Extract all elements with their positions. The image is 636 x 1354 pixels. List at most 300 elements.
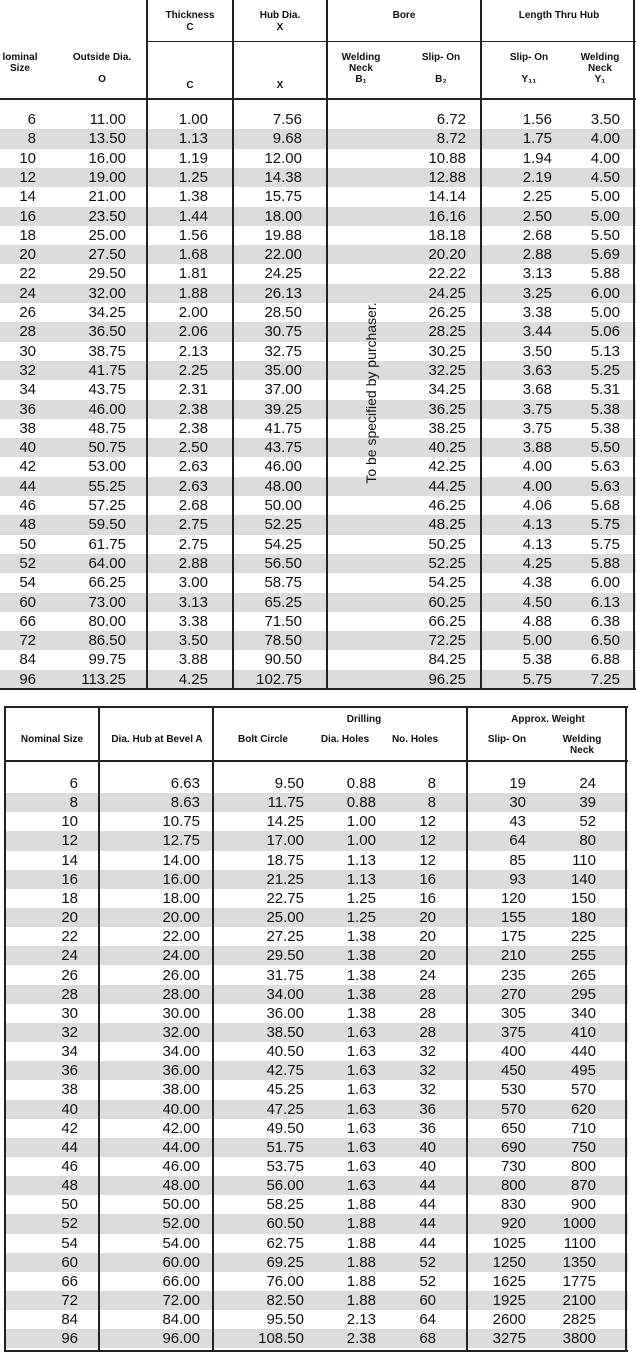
cell-ys: 4.13 bbox=[522, 516, 552, 534]
table-row bbox=[0, 438, 636, 457]
cell-size: 6 bbox=[27, 111, 36, 128]
cell-ws: 270 bbox=[500, 985, 526, 1003]
cell-ww: 80 bbox=[579, 832, 596, 850]
cell-x: 30.75 bbox=[264, 323, 302, 341]
cell-size: 52 bbox=[61, 1215, 78, 1233]
cell-size: 38 bbox=[19, 419, 36, 437]
cell-size: 18 bbox=[19, 226, 36, 244]
cell-ys: 3.63 bbox=[522, 361, 552, 379]
cell-ww: 52 bbox=[579, 813, 596, 831]
cell-yw: 5.88 bbox=[590, 265, 620, 283]
cell-size: 14 bbox=[19, 188, 36, 206]
cell-size: 54 bbox=[61, 1234, 78, 1252]
cell-ys: 3.75 bbox=[522, 419, 552, 437]
cell-a: 42.00 bbox=[162, 1119, 200, 1137]
cell-dh: 1.38 bbox=[346, 947, 376, 965]
cell-size: 24 bbox=[61, 947, 78, 965]
cell-yw: 5.50 bbox=[590, 226, 620, 244]
cell-ww: 340 bbox=[570, 1004, 596, 1022]
cell-b2: 54.25 bbox=[428, 574, 466, 592]
header-weight-slip-on: Slip- On bbox=[487, 734, 527, 745]
cell-dh: 1.00 bbox=[346, 832, 376, 850]
cell-od: 21.00 bbox=[88, 188, 126, 206]
cell-x: 24.25 bbox=[264, 265, 302, 283]
cell-ww: 1000 bbox=[562, 1215, 596, 1233]
table-row bbox=[0, 612, 636, 631]
cell-nh: 52 bbox=[419, 1272, 436, 1290]
cell-x: 35.00 bbox=[264, 361, 302, 379]
cell-yw: 5.69 bbox=[590, 246, 620, 264]
cell-od: 86.50 bbox=[88, 632, 126, 650]
cell-od: 11.00 bbox=[89, 111, 126, 128]
header-hub-dia-symbol-top: X bbox=[276, 22, 284, 33]
cell-ww: 39 bbox=[579, 794, 596, 812]
cell-dh: 1.63 bbox=[346, 1100, 376, 1118]
cell-a: 54.00 bbox=[162, 1234, 200, 1252]
cell-dh: 1.63 bbox=[346, 1158, 376, 1175]
cell-ww: 495 bbox=[570, 1062, 596, 1080]
table-row bbox=[0, 477, 636, 496]
cell-bc: 62.75 bbox=[266, 1234, 304, 1252]
cell-c: 1.13 bbox=[178, 130, 208, 148]
cell-b2: 6.72 bbox=[436, 111, 466, 128]
cell-od: 55.25 bbox=[88, 477, 126, 495]
cell-x: 15.75 bbox=[264, 188, 302, 206]
cell-nh: 40 bbox=[419, 1158, 436, 1175]
cell-bc: 49.50 bbox=[266, 1119, 304, 1137]
header-bore-slip-on-symbol: B₂ bbox=[435, 74, 447, 85]
cell-x: 18.00 bbox=[264, 207, 302, 225]
cell-od: 43.75 bbox=[88, 381, 126, 399]
cell-x: 102.75 bbox=[256, 670, 302, 688]
cell-ww: 24 bbox=[579, 775, 596, 792]
cell-c: 1.88 bbox=[178, 284, 208, 302]
cell-size: 22 bbox=[19, 265, 36, 283]
cell-yw: 5.38 bbox=[590, 400, 620, 418]
cell-size: 32 bbox=[19, 361, 36, 379]
cell-dh: 1.88 bbox=[346, 1215, 376, 1233]
cell-c: 2.50 bbox=[178, 439, 208, 457]
cell-bc: 60.50 bbox=[266, 1215, 304, 1233]
cell-b2: 52.25 bbox=[428, 554, 466, 572]
cell-bc: 34.00 bbox=[266, 985, 304, 1003]
cell-nh: 32 bbox=[419, 1062, 436, 1080]
cell-ws: 30 bbox=[509, 794, 526, 812]
cell-a: 6.63 bbox=[170, 775, 200, 792]
cell-x: 71.50 bbox=[264, 612, 302, 630]
header-outside-dia-symbol: O bbox=[98, 74, 106, 85]
cell-b2: 30.25 bbox=[428, 342, 466, 360]
cell-bc: 53.75 bbox=[266, 1158, 304, 1175]
cell-nh: 28 bbox=[419, 985, 436, 1003]
cell-a: 60.00 bbox=[162, 1253, 200, 1271]
cell-a: 16.00 bbox=[162, 870, 200, 888]
cell-a: 84.00 bbox=[162, 1311, 200, 1329]
cell-od: 23.50 bbox=[88, 207, 126, 225]
cell-ww: 870 bbox=[570, 1177, 596, 1195]
cell-ws: 175 bbox=[500, 928, 526, 946]
cell-b2: 38.25 bbox=[428, 419, 466, 437]
cell-od: 57.25 bbox=[88, 497, 126, 514]
cell-bc: 18.75 bbox=[266, 851, 304, 869]
cell-c: 3.88 bbox=[178, 651, 208, 669]
cell-size: 18 bbox=[61, 889, 78, 907]
cell-od: 48.75 bbox=[88, 419, 126, 437]
cell-size: 14 bbox=[61, 851, 78, 869]
cell-ys: 4.00 bbox=[522, 458, 552, 476]
cell-nh: 28 bbox=[419, 1023, 436, 1041]
header-no-holes: No. Holes bbox=[391, 734, 439, 745]
cell-bc: 58.25 bbox=[266, 1196, 304, 1214]
table-row bbox=[0, 554, 636, 573]
cell-ws: 1025 bbox=[492, 1234, 526, 1252]
cell-ws: 93 bbox=[509, 870, 526, 888]
cell-ys: 3.38 bbox=[522, 304, 552, 321]
cell-ys: 3.44 bbox=[522, 323, 552, 341]
cell-a: 52.00 bbox=[162, 1215, 200, 1233]
cell-ww: 710 bbox=[570, 1119, 596, 1137]
cell-x: 56.50 bbox=[264, 554, 302, 572]
cell-ww: 440 bbox=[570, 1043, 596, 1061]
cell-od: 16.00 bbox=[88, 149, 126, 167]
cell-size: 30 bbox=[19, 342, 36, 360]
cell-ww: 255 bbox=[570, 947, 596, 965]
col-divider bbox=[146, 0, 148, 690]
cell-size: 28 bbox=[19, 323, 36, 341]
cell-bc: 14.25 bbox=[266, 813, 304, 831]
cell-bc: 21.25 bbox=[266, 870, 304, 888]
cell-nh: 12 bbox=[419, 832, 436, 850]
cell-ws: 2600 bbox=[492, 1311, 526, 1329]
cell-ys: 4.50 bbox=[522, 593, 552, 611]
cell-c: 2.06 bbox=[178, 323, 208, 341]
table-row bbox=[0, 226, 636, 245]
cell-dh: 1.38 bbox=[346, 928, 376, 946]
cell-bc: 38.50 bbox=[266, 1023, 304, 1041]
cell-nh: 36 bbox=[419, 1119, 436, 1137]
cell-od: 32.00 bbox=[88, 284, 126, 302]
cell-c: 2.00 bbox=[178, 304, 208, 321]
cell-c: 1.81 bbox=[178, 265, 208, 283]
cell-size: 20 bbox=[61, 909, 78, 927]
header-weight-welding-neck: Welding Neck bbox=[562, 734, 602, 756]
table-row bbox=[0, 245, 636, 264]
cell-ww: 3800 bbox=[562, 1330, 596, 1348]
cell-x: 28.50 bbox=[264, 304, 302, 321]
cell-nh: 68 bbox=[419, 1330, 436, 1348]
cell-size: 10 bbox=[19, 149, 36, 167]
cell-dh: 1.88 bbox=[346, 1292, 376, 1310]
cell-yw: 6.00 bbox=[590, 284, 620, 302]
cell-ws: 450 bbox=[500, 1062, 526, 1080]
cell-od: 59.50 bbox=[88, 516, 126, 534]
cell-dh: 1.63 bbox=[346, 1138, 376, 1156]
header-bore: Bore bbox=[392, 10, 416, 21]
cell-x: 9.68 bbox=[272, 130, 302, 148]
cell-a: 20.00 bbox=[162, 909, 200, 927]
cell-od: 34.25 bbox=[88, 304, 126, 321]
cell-c: 2.31 bbox=[178, 381, 208, 399]
cell-dh: 1.25 bbox=[346, 909, 376, 927]
cell-ys: 3.68 bbox=[522, 381, 552, 399]
cell-bc: 22.75 bbox=[266, 889, 304, 907]
cell-a: 28.00 bbox=[162, 985, 200, 1003]
cell-ys: 2.25 bbox=[522, 188, 552, 206]
header-approx-weight: Approx. Weight bbox=[511, 714, 585, 725]
table1-bottom-border bbox=[0, 688, 636, 690]
cell-x: 58.75 bbox=[264, 574, 302, 592]
cell-dh: 1.38 bbox=[346, 1004, 376, 1022]
cell-ws: 1250 bbox=[492, 1253, 526, 1271]
table-row bbox=[0, 110, 636, 129]
cell-yw: 6.00 bbox=[590, 574, 620, 592]
cell-size: 60 bbox=[19, 593, 36, 611]
cell-dh: 2.38 bbox=[346, 1330, 376, 1348]
cell-yw: 7.25 bbox=[590, 670, 620, 688]
cell-nh: 44 bbox=[419, 1234, 436, 1252]
cell-x: 7.56 bbox=[272, 111, 302, 128]
flange-drilling-weight-table bbox=[4, 706, 628, 1354]
cell-yw: 5.63 bbox=[590, 458, 620, 476]
cell-bc: 51.75 bbox=[266, 1138, 304, 1156]
cell-bc: 108.50 bbox=[258, 1330, 304, 1348]
cell-od: 50.75 bbox=[88, 439, 126, 457]
cell-ww: 265 bbox=[570, 966, 596, 984]
cell-size: 32 bbox=[61, 1023, 78, 1041]
cell-yw: 5.63 bbox=[590, 477, 620, 495]
cell-size: 42 bbox=[19, 458, 36, 476]
cell-ys: 4.00 bbox=[522, 477, 552, 495]
cell-c: 2.75 bbox=[178, 535, 208, 553]
cell-ww: 150 bbox=[570, 889, 596, 907]
cell-size: 48 bbox=[19, 516, 36, 534]
header-length-welding-neck-symbol: Y₁ bbox=[594, 74, 606, 85]
cell-a: 12.75 bbox=[162, 832, 200, 850]
cell-size: 10 bbox=[61, 813, 78, 831]
cell-bc: 31.75 bbox=[266, 966, 304, 984]
cell-b2: 32.25 bbox=[428, 361, 466, 379]
cell-a: 24.00 bbox=[162, 947, 200, 965]
col-divider bbox=[98, 706, 100, 1352]
cell-od: 99.75 bbox=[88, 651, 126, 669]
cell-ws: 210 bbox=[500, 947, 526, 965]
cell-size: 8 bbox=[69, 794, 78, 812]
cell-size: 34 bbox=[19, 381, 36, 399]
cell-bc: 27.25 bbox=[266, 928, 304, 946]
header-bore-slip-on: Slip- On bbox=[421, 52, 461, 63]
cell-size: 12 bbox=[61, 832, 78, 850]
cell-size: 46 bbox=[19, 497, 36, 514]
cell-ws: 155 bbox=[500, 909, 526, 927]
cell-ys: 2.68 bbox=[522, 226, 552, 244]
cell-yw: 4.00 bbox=[590, 130, 620, 148]
cell-size: 50 bbox=[61, 1196, 78, 1214]
cell-a: 50.00 bbox=[162, 1196, 200, 1214]
cell-c: 2.38 bbox=[178, 400, 208, 418]
cell-c: 1.25 bbox=[178, 168, 208, 186]
cell-ws: 120 bbox=[500, 889, 526, 907]
col-divider bbox=[212, 706, 214, 1352]
cell-bc: 47.25 bbox=[266, 1100, 304, 1118]
cell-x: 37.00 bbox=[264, 381, 302, 399]
cell-nh: 20 bbox=[419, 909, 436, 927]
table2-right-border bbox=[625, 706, 627, 1352]
cell-size: 12 bbox=[19, 168, 36, 186]
cell-ws: 800 bbox=[500, 1177, 526, 1195]
cell-yw: 5.00 bbox=[590, 304, 620, 321]
cell-b2: 60.25 bbox=[428, 593, 466, 611]
cell-size: 42 bbox=[61, 1119, 78, 1137]
cell-c: 1.00 bbox=[178, 111, 208, 128]
table-row bbox=[0, 149, 636, 168]
cell-ww: 180 bbox=[570, 909, 596, 927]
cell-size: 22 bbox=[61, 928, 78, 946]
cell-c: 3.50 bbox=[178, 632, 208, 650]
cell-x: 65.25 bbox=[264, 593, 302, 611]
table-row bbox=[0, 457, 636, 476]
cell-x: 41.75 bbox=[264, 419, 302, 437]
cell-ws: 400 bbox=[500, 1043, 526, 1061]
cell-od: 113.25 bbox=[81, 670, 126, 688]
cell-ys: 4.13 bbox=[522, 535, 552, 553]
cell-od: 73.00 bbox=[88, 593, 126, 611]
cell-c: 3.38 bbox=[178, 612, 208, 630]
cell-a: 72.00 bbox=[162, 1292, 200, 1310]
cell-ys: 4.38 bbox=[522, 574, 552, 592]
cell-ys: 3.88 bbox=[522, 439, 552, 457]
cell-b2: 34.25 bbox=[428, 381, 466, 399]
cell-ww: 1100 bbox=[563, 1234, 596, 1252]
header-length-thru-hub: Length Thru Hub bbox=[518, 10, 600, 21]
cell-yw: 5.25 bbox=[590, 361, 620, 379]
cell-yw: 5.75 bbox=[590, 516, 620, 534]
cell-c: 2.13 bbox=[178, 342, 208, 360]
cell-x: 43.75 bbox=[264, 439, 302, 457]
cell-ws: 85 bbox=[509, 851, 526, 869]
cell-b2: 44.25 bbox=[428, 477, 466, 495]
cell-ys: 5.38 bbox=[522, 651, 552, 669]
cell-a: 22.00 bbox=[162, 928, 200, 946]
cell-yw: 6.13 bbox=[590, 593, 620, 611]
cell-od: 13.50 bbox=[88, 130, 126, 148]
cell-dh: 1.13 bbox=[346, 870, 376, 888]
cell-b2: 66.25 bbox=[428, 612, 466, 630]
cell-size: 24 bbox=[19, 284, 36, 302]
cell-size: 84 bbox=[19, 651, 36, 669]
cell-b2: 26.25 bbox=[428, 304, 466, 321]
cell-x: 78.50 bbox=[264, 632, 302, 650]
cell-yw: 5.75 bbox=[590, 535, 620, 553]
cell-size: 96 bbox=[19, 670, 36, 688]
cell-c: 4.25 bbox=[178, 670, 208, 688]
cell-a: 46.00 bbox=[162, 1158, 200, 1175]
cell-bc: 45.25 bbox=[266, 1081, 304, 1099]
cell-c: 2.63 bbox=[178, 477, 208, 495]
cell-od: 36.50 bbox=[88, 323, 126, 341]
cell-yw: 4.00 bbox=[590, 149, 620, 167]
header-length-slip-on-symbol: Y₁₁ bbox=[521, 74, 537, 85]
cell-nh: 8 bbox=[427, 794, 436, 812]
cell-a: 32.00 bbox=[162, 1023, 200, 1041]
cell-dh: 1.88 bbox=[346, 1272, 376, 1290]
header-hub-dia-symbol: X bbox=[276, 80, 284, 91]
cell-size: 84 bbox=[61, 1311, 78, 1329]
cell-ww: 2100 bbox=[562, 1292, 596, 1310]
cell-yw: 5.00 bbox=[590, 207, 620, 225]
col-divider bbox=[480, 0, 482, 690]
table-row bbox=[0, 535, 636, 554]
cell-bc: 42.75 bbox=[266, 1062, 304, 1080]
header-length-slip-on: Slip- On bbox=[509, 52, 549, 63]
cell-a: 44.00 bbox=[162, 1138, 200, 1156]
cell-nh: 32 bbox=[419, 1081, 436, 1099]
cell-bc: 95.50 bbox=[266, 1311, 304, 1329]
cell-a: 30.00 bbox=[162, 1004, 200, 1022]
cell-ws: 19 bbox=[509, 775, 526, 792]
cell-bc: 25.00 bbox=[266, 909, 304, 927]
cell-x: 22.00 bbox=[264, 246, 302, 264]
cell-nh: 44 bbox=[419, 1196, 436, 1214]
cell-od: 38.75 bbox=[88, 342, 126, 360]
cell-x: 48.00 bbox=[264, 477, 302, 495]
cell-c: 3.13 bbox=[178, 593, 208, 611]
cell-yw: 5.06 bbox=[590, 323, 620, 341]
table-row bbox=[0, 380, 636, 399]
cell-od: 25.00 bbox=[88, 226, 126, 244]
cell-ww: 410 bbox=[570, 1023, 596, 1041]
cell-b2: 72.25 bbox=[428, 632, 466, 650]
table1-right-border bbox=[633, 0, 635, 690]
cell-nh: 24 bbox=[419, 966, 436, 984]
cell-dh: 0.88 bbox=[346, 794, 376, 812]
cell-dh: 1.88 bbox=[346, 1196, 376, 1214]
cell-c: 1.44 bbox=[178, 207, 208, 225]
cell-size: 44 bbox=[61, 1138, 78, 1156]
cell-bc: 9.50 bbox=[274, 775, 304, 792]
cell-b2: 28.25 bbox=[428, 323, 466, 341]
cell-b2: 42.25 bbox=[428, 458, 466, 476]
cell-x: 46.00 bbox=[264, 458, 302, 476]
cell-ys: 3.13 bbox=[522, 265, 552, 283]
cell-b2: 46.25 bbox=[428, 497, 466, 514]
cell-ws: 1925 bbox=[492, 1292, 526, 1310]
cell-dh: 1.63 bbox=[346, 1177, 376, 1195]
cell-x: 39.25 bbox=[264, 400, 302, 418]
cell-c: 2.38 bbox=[178, 419, 208, 437]
cell-size: 40 bbox=[61, 1100, 78, 1118]
cell-ys: 2.19 bbox=[522, 168, 552, 186]
cell-a: 14.00 bbox=[162, 851, 200, 869]
cell-ws: 43 bbox=[509, 813, 526, 831]
col-divider bbox=[326, 0, 328, 690]
cell-dh: 1.63 bbox=[346, 1043, 376, 1061]
cell-nh: 44 bbox=[419, 1177, 436, 1195]
cell-ws: 235 bbox=[500, 966, 526, 984]
cell-x: 52.25 bbox=[264, 516, 302, 534]
cell-a: 10.75 bbox=[162, 813, 200, 831]
cell-c: 1.19 bbox=[178, 149, 208, 167]
cell-ys: 2.88 bbox=[522, 246, 552, 264]
cell-od: 80.00 bbox=[88, 612, 126, 630]
cell-dh: 0.88 bbox=[346, 775, 376, 792]
cell-size: 46 bbox=[61, 1158, 78, 1175]
cell-nh: 8 bbox=[427, 775, 436, 792]
cell-b2: 16.16 bbox=[428, 207, 466, 225]
cell-size: 72 bbox=[19, 632, 36, 650]
cell-ws: 1625 bbox=[492, 1272, 526, 1290]
cell-dh: 1.00 bbox=[346, 813, 376, 831]
cell-size: 48 bbox=[61, 1177, 78, 1195]
